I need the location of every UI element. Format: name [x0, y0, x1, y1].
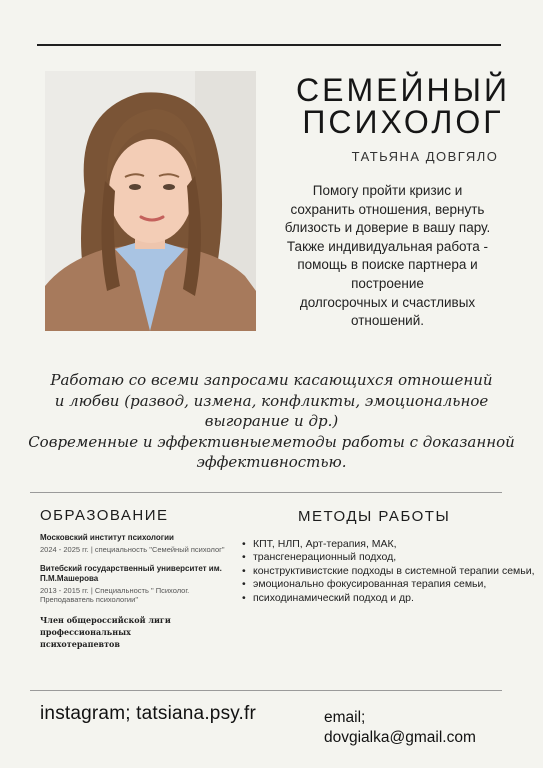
membership-note: Член общероссийской лиги профессиональных психотерапевтов	[40, 614, 171, 649]
methods-list	[242, 538, 542, 605]
method-item: • конструктивистские подходы в системной терапии семьи,	[242, 565, 542, 578]
email-contact	[324, 708, 476, 748]
education-institution: Витебский государственный университет им. П.М.Машерова	[40, 563, 222, 583]
intro-line: помощь в поиске партнера и	[297, 257, 478, 273]
intro-line: построение	[351, 275, 424, 291]
psychologist-name: ТАТЬЯНА ДОВГЯЛО	[351, 149, 499, 164]
title-line-1: СЕМЕЙНЫЙ	[296, 72, 510, 108]
method-item: • психодинамический подход и др.	[242, 592, 542, 605]
method-item: • трансгенерационный подход,	[242, 551, 542, 564]
statement-line: выгорание и др.)	[204, 412, 339, 431]
education-item	[40, 564, 240, 605]
intro-line: близость и доверие в вашу пару.	[284, 220, 491, 236]
intro-line: долгосрочных и счастливых	[299, 294, 476, 310]
statement-line: Работаю со всеми запросами касающихся отношений	[50, 371, 493, 389]
intro-line: Также индивидуальная работа -	[286, 238, 489, 254]
education-item	[40, 533, 240, 555]
methods-title: МЕТОДЫ РАБОТЫ	[298, 508, 451, 525]
page-title	[268, 74, 538, 138]
method-item: • эмоционально фокусированная терапия семьи,	[242, 578, 542, 591]
bottom-divider	[30, 690, 502, 691]
instagram-contact: instagram; tatsiana.psy.fr	[40, 703, 257, 724]
education-institution: Московский институт психологии	[40, 533, 174, 542]
handwritten-statement	[14, 370, 529, 473]
intro-line: Помогу пройти кризис и	[312, 183, 463, 198]
statement-line: эффективностью.	[196, 453, 347, 472]
education-details: 2024 - 2025 гг. | специальность "Семейный психолог"	[40, 545, 225, 554]
email-label: email;	[324, 709, 366, 726]
portrait-photo	[45, 71, 256, 331]
middle-divider	[30, 492, 502, 493]
education-details: 2013 - 2015 гг. | Специальность " Психолог. Преподаватель психологии"	[40, 585, 190, 604]
statement-line: Современные и эффективныеметоды работы с доказанной	[28, 432, 515, 451]
statement-line: и любви (развод, измена, конфликты, эмоциональное	[54, 391, 489, 410]
education-title: ОБРАЗОВАНИЕ	[40, 507, 169, 524]
intro-line: сохранить отношения, вернуть	[290, 201, 485, 217]
top-divider	[37, 44, 501, 46]
email-address: dovgialka@gmail.com	[324, 729, 476, 746]
intro-text	[265, 182, 510, 331]
method-item: • КПТ, НЛП, Арт-терапия, МАК,	[242, 538, 542, 551]
title-line-2: ПСИХОЛОГ	[302, 104, 504, 140]
education-list	[40, 533, 240, 650]
intro-line: отношений.	[351, 313, 424, 329]
